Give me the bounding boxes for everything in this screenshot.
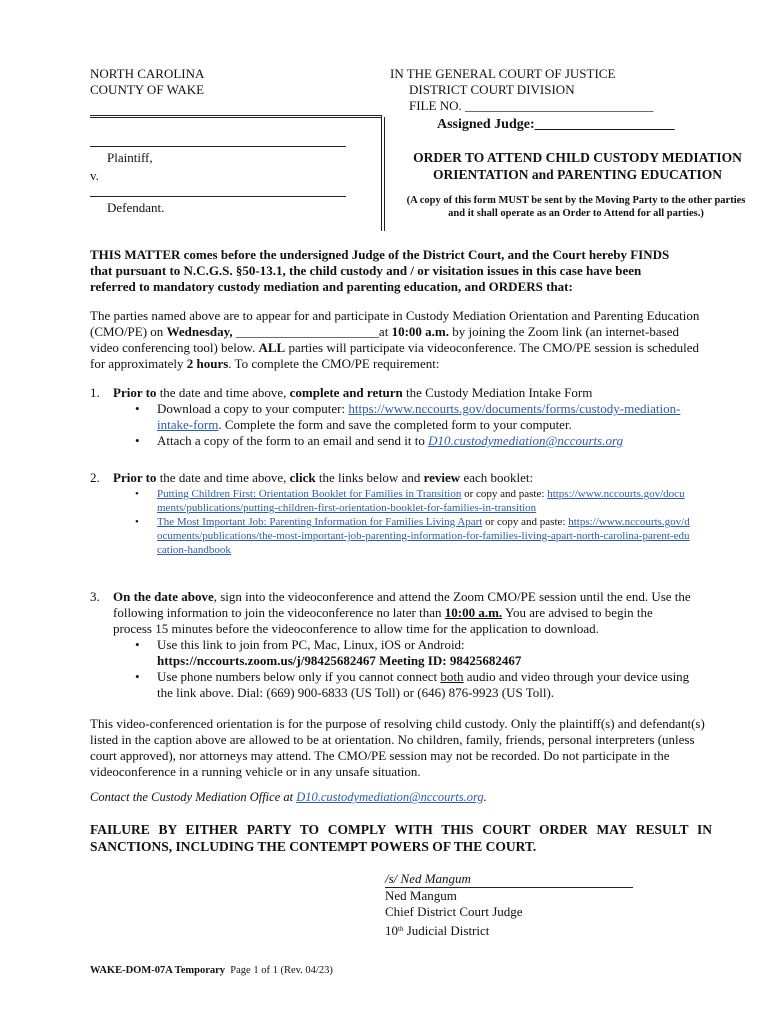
findings-paragraph: THIS MATTER comes before the undersigned Judge of the District Court, and the Court hereby FINDS that pursuant to N.C.G.S. §50-13.1, the child custody and / or visitation issues in this case have been referred to mandatory custody mediation and parenting education, and ORDERS that: [90,247,670,294]
item-2-bullet-1 [135,487,690,515]
item-1-bold-1: Prior to [113,385,157,400]
county-label: COUNTY OF WAKE [90,82,205,97]
item-1 [90,385,710,449]
judge-name: Ned Mangum [385,888,457,903]
title-note: (A copy of this form MUST be sent by the Moving Party to the other parties and it shall operate as an Order to Attend for all parties.) [406,195,746,219]
item-2-text-1: the date and time above, [156,470,290,485]
item-1-bullet-1 [135,401,685,433]
intro-text-3: by joining the Zoom link (an internet-based video conferencing tool) below. [90,324,679,355]
item-3-bullet-2 [135,669,690,701]
signature-line: /s/ Ned Mangum [385,871,633,888]
intro-text-2: at [378,324,392,339]
item-2-number: 2. [90,470,100,485]
item-2-text-3: each booklet: [460,470,534,485]
caption-right-line [381,115,382,231]
sanctions-warning: FAILURE BY EITHER PARTY TO COMPLY WITH THIS COURT ORDER MAY RESULT IN SANCTIONS, INCLUDING THE CONTEMPT POWERS OF THE COURT. [90,822,712,854]
intro-time: 10:00 a.m. [391,324,449,339]
bullet-2-text: Attach a copy of the form to an email and send it to [157,433,429,448]
plaintiff-label: Plaintiff, [107,150,153,165]
intro-hours: 2 hours [186,356,229,371]
district-text: Judicial District [403,923,490,938]
signature-block [385,871,635,939]
court-label: IN THE GENERAL COURT OF JUSTICE [390,66,616,81]
item-2-bullet-2 [135,515,690,557]
item-2-text-2: the links below and [315,470,424,485]
defendant-blank [90,196,346,197]
intro-text-5: . To complete the CMO/PE requirement: [228,356,440,371]
defendant-label: Defendant. [107,200,165,215]
intro-all: ALL [258,340,286,355]
form-id: WAKE-DOM-07A Temporary [90,965,226,976]
contact-line [90,789,487,805]
versus-label: v. [90,168,99,183]
phone-text-2: audio and video through your device using the link above. Dial: (669) 900-6833 (US Toll) or (646) 876-9923 (US Toll). [157,669,690,700]
caption-right-line-2 [384,117,385,231]
item-2-bold-3: review [423,470,461,485]
file-number: FILE NO. _____________________________ [409,98,654,113]
item-1-text-1: the date and time above, [156,385,290,400]
phone-text-1: Use phone numbers below only if you cannot connect [157,669,441,684]
bullet-1-text: Download a copy to your computer: [157,401,349,416]
header-right [390,66,653,114]
item-3-text-1: , sign into the videoconference and attend the Zoom CMO/PE session until the end. Use the following information to join the videoconference no later than [113,589,691,620]
most-important-job-link[interactable]: The Most Important Job: Parenting Information for Families Living Apart [157,516,483,528]
item-2-bold-2: click [289,470,316,485]
caption-top-line-2 [90,117,381,118]
putting-children-first-link[interactable]: Putting Children First: Orientation Booklet for Families in Transition [157,488,462,500]
order-title [390,149,765,183]
zoom-link[interactable]: https://nccourts.zoom.us/j/98425682467 Meeting ID: 98425682467 [157,653,522,668]
item-3 [90,589,710,701]
date-blank: ______________________ [232,324,379,339]
assigned-judge: Assigned Judge:____________________ [437,117,675,132]
putting-children-first-url[interactable]: https://www.nccourts.gov/documents/publications/putting-children-first-orientation-booklet-for-families-in-transition [157,488,685,514]
district-number: 10 [385,923,398,938]
item-3-text-2: You are advised to begin the process 15 minutes before the videoconference to allow time for the application to download. [113,605,653,636]
state-label: NORTH CAROLINA [90,66,205,81]
item-1-bold-2: complete and return [289,385,403,400]
item-1-text-2: the Custody Mediation Intake Form [402,385,593,400]
intro-text-4: parties will participate via videoconference. The CMO/PE session is scheduled for approximately [90,340,700,371]
division-label: DISTRICT COURT DIVISION [409,82,575,97]
intro-text-1: The parties named above are to appear for and participate in Custody Mediation Orientation and Parenting Education (CMO/PE) on [90,308,700,339]
item-2 [90,470,710,557]
title-line-1: ORDER TO ATTEND CHILD CUSTODY MEDIATION [413,150,742,165]
district-suffix: th [398,925,404,933]
judicial-district [385,923,635,939]
intro-paragraph [90,308,710,372]
item-1-number: 1. [90,385,100,400]
item-3-time: 10:00 a.m. [444,605,503,620]
item-1-bullet-2 [135,433,685,449]
mediation-email-link[interactable]: D10.custodymediation@nccourts.org [428,433,624,448]
footer [90,964,333,977]
intake-form-link[interactable]: https://www.nccourts.gov/documents/forms/custody-mediation-intake-form [157,401,681,432]
bullet-1-copy: or copy and paste: [461,488,545,500]
purpose-paragraph: This video-conferenced orientation is for the purpose of resolving child custody. Only the plaintiff(s) and defendant(s) listed in the caption above are allowed to be at orientation. No children, family, friends, personal interpreters (unless court approved), nor attorneys may attend. The CMO/PE session may not be recorded. Do not participate in the videoconference in a running vehicle or in any unsafe situation. [90,716,705,779]
item-2-bold-1: Prior to [113,470,157,485]
zoom-instructions: Use this link to join from PC, Mac, Linux, iOS or Android: [157,637,465,652]
header-left [90,66,204,98]
most-important-job-url[interactable]: https://www.nccourts.gov/documents/publications/the-most-important-job-parenting-information-for-families-living-apart-north-carolina-parent-education-handbook [157,516,690,556]
contact-email-link[interactable]: D10.custodymediation@nccourts.org [296,790,484,804]
phone-both: both [440,669,464,684]
contact-end: . [483,790,487,804]
judge-title: Chief District Court Judge [385,904,523,919]
title-line-2: ORIENTATION and PARENTING EDUCATION [433,167,722,182]
bullet-1-after: . Complete the form and save the completed form to your computer. [218,417,572,432]
plaintiff-blank [90,146,346,147]
item-3-bullet-1 [135,637,690,669]
contact-text: Contact the Custody Mediation Office at [90,790,297,804]
bullet-2-copy: or copy and paste: [482,516,566,528]
caption-top-line [90,115,381,116]
item-3-bold-1: On the date above [113,589,214,604]
page-info: Page 1 of 1 (Rev. 04/23) [230,965,333,976]
item-3-number: 3. [90,589,100,604]
intro-day: Wednesday, [166,324,233,339]
